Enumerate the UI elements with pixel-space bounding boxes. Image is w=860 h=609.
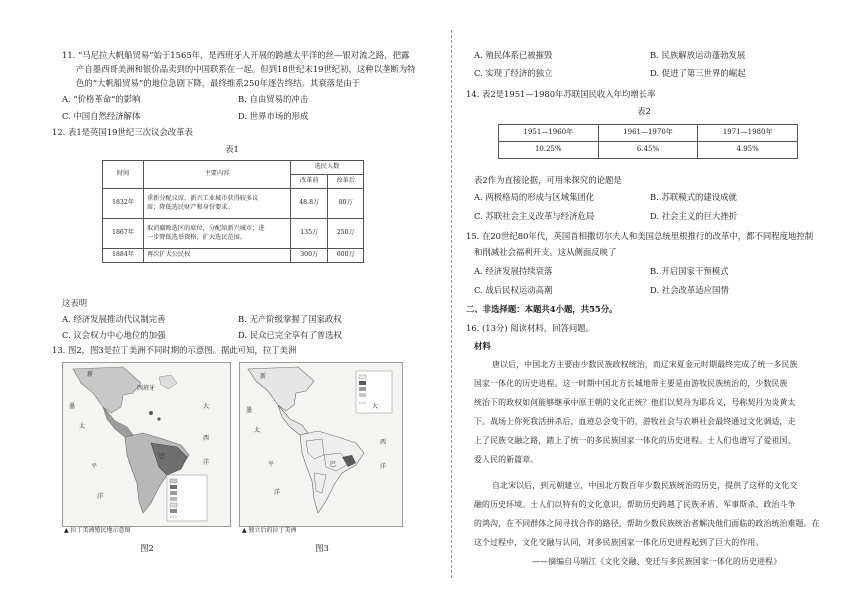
q16-material-label: 材料 [474, 341, 491, 351]
q15-option-c[interactable]: C. 战后民权运动高潮 [474, 285, 553, 295]
map3-label: 太 [254, 427, 261, 434]
material-line: 这个过程中，文化交融与认同，对多民族国家一体化历史进程起到了巨大的作用。 [474, 538, 764, 547]
map2-label: 西 [203, 435, 210, 442]
material-line: 统治下的政权如何能够继承中原王朝的文化正统？他们以契丹为耶兵义，号称契丹为炎黄太 [474, 398, 796, 407]
column-divider [451, 30, 452, 578]
q15-line2: 和削减社会福利开支。这从侧面反映了 [474, 247, 617, 257]
q12-option-c[interactable]: C. 议会权力中心地位的加强 [62, 330, 166, 340]
q14-option-c[interactable]: C. 苏联社会主义改革与经济危局 [474, 211, 595, 221]
map3-label: 墨 [246, 407, 253, 414]
t1-after: 80万 [328, 189, 364, 219]
table2-title: 表2 [637, 106, 651, 116]
q15-option-a[interactable]: A. 经济发展持续衰落 [474, 266, 553, 276]
t2-rate: 10.25% [499, 142, 599, 159]
t1-content-line: 重新分配议席，新兴工业城市获得较多议 [147, 195, 259, 203]
t2-rate: 4.95% [698, 142, 798, 159]
q13-option-c[interactable]: C. 实现了经济的独立 [474, 68, 553, 78]
q15-line1: 15. 在20世纪80年代，英国首相撒切尔夫人和美国总统里根推行的改革中，都不同程度地控制 [466, 231, 814, 241]
t1-content-line: 取消腐败选区的席位，分配给新兴城市；进 [147, 225, 265, 233]
t1-content [144, 189, 291, 219]
q12-option-b[interactable]: B. 无产阶级掌握了国家政权 [238, 314, 342, 324]
map2-label: 洋 [203, 459, 210, 466]
t2-rate: 6.45% [598, 142, 698, 159]
t1-after: 600万 [328, 249, 364, 263]
t2-period: 1951—1960年 [499, 125, 599, 142]
q11-option-a[interactable]: A. “价格革命”的影响 [62, 94, 141, 104]
t1-year: 1832年 [103, 189, 144, 219]
map2-label: 墨 [69, 403, 76, 410]
q12-option-d[interactable]: D. 民众已完全享有了普选权 [238, 330, 342, 340]
q11-line2: 产自墨西哥美洲和银价品卖到的中国联系在一起。但到18世纪末19世纪初，这种以垄断为特 [76, 64, 416, 74]
table-row [499, 142, 798, 159]
latin-america-independence-map [240, 363, 402, 526]
t1-content-line: 一步降低选举资格，扩大选民范围。 [147, 233, 246, 241]
map2-label: 巴 [159, 453, 166, 460]
map3-label: 平 [268, 461, 275, 468]
table-row [103, 249, 364, 263]
map3-label: 洋 [274, 489, 281, 496]
map2-label: 西班牙 [137, 385, 156, 392]
fig2-label: 图2 [140, 543, 154, 553]
t1-before: 300万 [291, 249, 328, 263]
map3-label: 西 [380, 439, 387, 446]
t1-after: 250万 [328, 219, 364, 249]
q15-option-b[interactable]: B. 开启国家干预模式 [650, 266, 729, 276]
q13-stem: 13. 图2，图3是拉丁美洲不同时期的示意图。据此可知，拉丁美洲 [52, 345, 297, 355]
map3-label: 洋 [380, 463, 387, 470]
material-line: 上了民族交融之路，踏上了统一的多民族国家一体化的历史进程。士人们也谱写了爱祖国、 [474, 436, 796, 445]
t1-content [144, 219, 291, 249]
fig2-caption: ▲ 拉丁美洲殖民地示意图 [64, 527, 131, 534]
map3-label: 大 [372, 403, 379, 410]
t1-header-time: 时间 [103, 161, 144, 189]
material-line: 唐以后，中国北方主要由少数民族政权统治，而辽宋夏金元时期最终完成了统一多民族 [492, 360, 798, 369]
map2-label: 太 [79, 423, 86, 430]
figure3-map [239, 362, 403, 527]
map3-label: 新 [260, 373, 267, 380]
q12-option-a[interactable]: A. 经济发展推动代议制完善 [62, 314, 166, 324]
q13-option-a[interactable]: A. 殖民体系已被摧毁 [474, 50, 553, 60]
q14-followup: 表2作为直接论据，可用来探究的论题是 [474, 175, 622, 185]
t1-content: 再次扩大公民权 [144, 249, 291, 263]
t1-content-line: 席；降低选民财产和身份要求。 [147, 203, 234, 211]
map3-label: 巴 [330, 461, 337, 468]
q11-option-d[interactable]: D. 世界市场的形成 [238, 111, 309, 121]
map2-label: 平 [91, 463, 98, 470]
t1-header-voters: 选民人数 [291, 161, 364, 175]
q11-line3: 色的“大帆船贸易”的地位急剧下降，最终维系250年逐告终结。其衰落是由于 [76, 78, 361, 88]
t1-header-before: 改革前 [291, 175, 328, 189]
t1-header-content: 主要内容 [144, 161, 291, 189]
material-line: 的鸿沟，在不同群体之间寻找合作的路径，帮助少数民族统治者解决他们面临的政治统治难题。在 [474, 519, 820, 528]
q16-stem: 16. (13分) 阅读材料，回答问题。 [466, 323, 594, 333]
t1-year: 1867年 [103, 219, 144, 249]
t2-period: 1961—1970年 [598, 125, 698, 142]
figure2-map [62, 362, 231, 527]
section2-heading: 二、非选择题：本题共4小题，共55分。 [466, 304, 618, 314]
t1-before: 135万 [291, 219, 328, 249]
table1-title: 表1 [225, 144, 239, 154]
material-line: 爱人民的新篇章。 [474, 455, 539, 464]
table1 [102, 160, 364, 263]
q13-option-d[interactable]: D. 促进了第三世界的崛起 [650, 68, 746, 78]
map2-label: 洋 [97, 493, 104, 500]
q12-followup: 这表明 [62, 298, 88, 308]
t1-header-after: 改革后 [328, 175, 364, 189]
table-row [103, 219, 364, 249]
t2-period: 1971—1980年 [698, 125, 798, 142]
q12-stem: 12. 表1是英国19世纪三次议会改革表 [52, 127, 193, 137]
q14-option-b[interactable]: B. 苏联模式的建设成就 [650, 192, 737, 202]
q14-option-d[interactable]: D. 社会主义的巨大挫折 [650, 211, 738, 221]
map2-label: 大 [203, 403, 210, 410]
q14-stem: 14. 表2是1951—1980年苏联国民收入年均增长率 [466, 89, 656, 99]
q11-line1: 11. “马尼拉大帆船贸易”始于1565年，是西班牙人开展的跨越太平洋的丝—银对流之路，把露 [62, 50, 410, 60]
fig3-caption: ▲ 独立后的拉丁美洲 [242, 527, 297, 534]
q14-option-a[interactable]: A. 两极格局的形成与区域集团化 [474, 192, 595, 202]
table-row [103, 189, 364, 219]
q11-option-b[interactable]: B. 自由贸易的冲击 [238, 94, 309, 104]
q13-option-b[interactable]: B. 民族解放运动蓬勃发展 [650, 50, 746, 60]
table2 [498, 124, 798, 159]
q11-option-c[interactable]: C. 中国自然经济解体 [62, 111, 141, 121]
material-source: ——摘编自马瑞江《文化交融、变迁与多民族国家一体化的历史进程》 [532, 557, 782, 566]
t1-year: 1884年 [103, 249, 144, 263]
fig3-label: 图3 [315, 543, 329, 553]
t1-before: 48.8万 [291, 189, 328, 219]
material-line: 融的历史环境。士人们以特有的文化意识，帮助历史跨越了民族矛盾、军事斯杀、政治斗争 [474, 500, 796, 509]
q15-option-d[interactable]: D. 社会改革适应国情 [650, 285, 729, 295]
material-line: 国家一体化的历史进程。这一时期中国北方长城地带主要是由游牧民族统治的，少数民族 [474, 379, 788, 388]
map2-label: 新 [87, 371, 94, 378]
material-line: 自北宋以后，到元朝建立，中国北方数百年少数民族统治的历史，提供了这样的文化交 [492, 481, 798, 490]
material-line: 下。战场上你死我活拼杀后，血迹总会变干的，游牧社会与农耕社会最终通过文化调适，走 [474, 417, 796, 426]
table-row [499, 125, 798, 142]
